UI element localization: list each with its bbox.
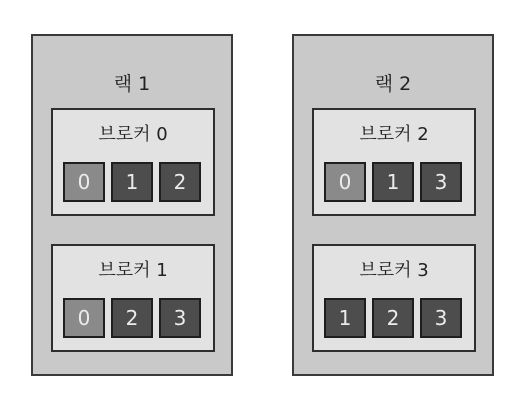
- rack-title: 랙 2: [374, 73, 412, 95]
- broker-title: 브로커 3: [359, 260, 429, 281]
- partition-replica: 3: [420, 162, 462, 202]
- partition-list: [324, 162, 462, 202]
- partition-list: [324, 298, 462, 338]
- rack-1: [31, 34, 233, 376]
- broker-title: 브로커 0: [98, 124, 168, 145]
- partition-replica: 0: [324, 162, 366, 202]
- partition-replica: 3: [159, 298, 201, 338]
- partition-replica: 1: [324, 298, 366, 338]
- broker-1: [51, 244, 215, 352]
- partition-replica: 2: [111, 298, 153, 338]
- partition-replica: 1: [372, 162, 414, 202]
- partition-replica: 2: [372, 298, 414, 338]
- broker-title: 브로커 2: [359, 124, 429, 145]
- partition-list: [63, 162, 201, 202]
- rack-title: 랙 1: [113, 73, 151, 95]
- rack-2: [292, 34, 494, 376]
- partition-replica: 1: [111, 162, 153, 202]
- broker-2: [312, 108, 476, 216]
- broker-title: 브로커 1: [98, 260, 168, 281]
- partition-replica: 0: [63, 162, 105, 202]
- partition-list: [63, 298, 201, 338]
- broker-3: [312, 244, 476, 352]
- partition-replica: 3: [420, 298, 462, 338]
- partition-replica: 0: [63, 298, 105, 338]
- broker-0: [51, 108, 215, 216]
- partition-replica: 2: [159, 162, 201, 202]
